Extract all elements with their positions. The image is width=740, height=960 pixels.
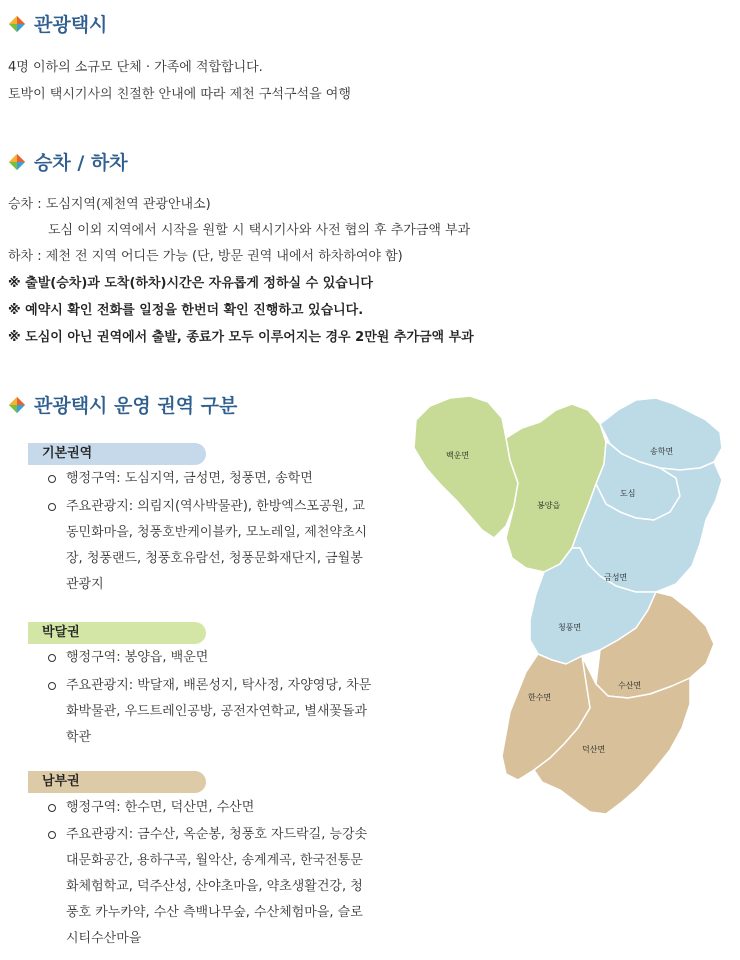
map-label-bongyang: 봉양읍 bbox=[537, 501, 561, 510]
diamond-bullet-icon bbox=[8, 153, 26, 171]
zone-pill-basic: 기본권역 bbox=[28, 443, 206, 465]
bullet-circle-icon bbox=[48, 682, 56, 690]
map-label-dosim: 도심 bbox=[620, 489, 636, 498]
bullet-circle-icon bbox=[48, 654, 56, 662]
map-label-geumseong: 금성면 bbox=[604, 573, 628, 582]
intro-line-2: 토박이 택시기사의 친절한 안내에 따라 제천 구석구석을 여행 bbox=[8, 87, 351, 102]
intro-line-1: 4명 이하의 소규모 단체 · 가족에 적합합니다. bbox=[8, 60, 263, 75]
bullet-circle-icon bbox=[48, 804, 56, 812]
bullet-circle-icon bbox=[48, 831, 56, 839]
map-label-cheongpung: 청풍면 bbox=[558, 623, 582, 632]
zone-bakdal-sights: 주요관광지: 박달재, 배론성지, 탁사정, 자양영당, 차문 화박물관, 우드트레인공방, 공전자연학교, 별새꽃돌과 학관 bbox=[48, 673, 408, 751]
note-line-3: ※ 도심이 아닌 권역에서 출발, 종료가 모두 이루어지는 경우 2만원 추가금액 부과 bbox=[8, 330, 474, 345]
section-title-text: 관광택시 운영 권역 구분 bbox=[34, 395, 238, 417]
section-title-boarding bbox=[8, 148, 128, 175]
zone-bakdal-admin: 행정구역: 봉양읍, 백운면 bbox=[48, 645, 408, 671]
map-label-susan: 수산면 bbox=[618, 681, 642, 690]
boarding-line: 승차 : 도심지역(제천역 관광안내소) bbox=[8, 197, 211, 212]
map-label-baegun: 백운면 bbox=[446, 451, 470, 460]
section-title-text: 승차 / 하차 bbox=[34, 152, 128, 174]
bullet-circle-icon bbox=[48, 475, 56, 483]
note-line-2: ※ 예약시 확인 전화를 일정을 한번더 확인 진행하고 있습니다. bbox=[8, 303, 364, 318]
zone-pill-bakdal: 박달권 bbox=[28, 622, 206, 644]
bullet-circle-icon bbox=[48, 503, 56, 511]
zone-basic-sights: 주요관광지: 의림지(역사박물관), 한방엑스포공원, 교 동민화마을, 청풍호반케이블카, 모노레일, 제천약초시 장, 청풍랜드, 청풍호유람선, 청풍문화재단지, 금월봉 관광지 bbox=[48, 494, 408, 598]
zone-pill-nambu: 남부권 bbox=[28, 771, 206, 793]
note-line-1: ※ 출발(승차)과 도착(하차)시간은 자유롭게 정하실 수 있습니다 bbox=[8, 276, 373, 291]
boarding-extra-line: 도심 이외 지역에서 시작을 원할 시 택시기사와 사전 협의 후 추가금액 부과 bbox=[48, 223, 471, 238]
jecheon-zone-map bbox=[410, 388, 730, 820]
map-label-deoksan: 덕산면 bbox=[582, 745, 606, 754]
zone-basic-admin: 행정구역: 도심지역, 금성면, 청풍면, 송학면 bbox=[48, 466, 408, 492]
section-title-text: 관광택시 bbox=[34, 14, 108, 36]
zone-nambu-admin: 행정구역: 한수면, 덕산면, 수산면 bbox=[48, 795, 408, 821]
alighting-line: 하차 : 제천 전 지역 어디든 가능 (단, 방문 권역 내에서 하차하여야 함) bbox=[8, 249, 403, 264]
diamond-bullet-icon bbox=[8, 396, 26, 414]
map-label-hansu: 한수면 bbox=[528, 693, 552, 702]
diamond-bullet-icon bbox=[8, 15, 26, 33]
map-region-baegun bbox=[414, 396, 518, 538]
zone-nambu-sights: 주요관광지: 금수산, 옥순봉, 청풍호 자드락길, 능강솟 대문화공간, 용하구곡, 월악산, 송계계곡, 한국전통문 화체험학교, 덕주산성, 산야초마을, 약초생활건강, 청 풍호 카누카약, 수산 측백나무숲, 수산체험마을, 슬로 시티수산마을 bbox=[48, 822, 408, 952]
section-title-tour-taxi bbox=[8, 10, 107, 37]
section-title-zones bbox=[8, 391, 237, 418]
map-label-songhak: 송학면 bbox=[650, 447, 674, 456]
